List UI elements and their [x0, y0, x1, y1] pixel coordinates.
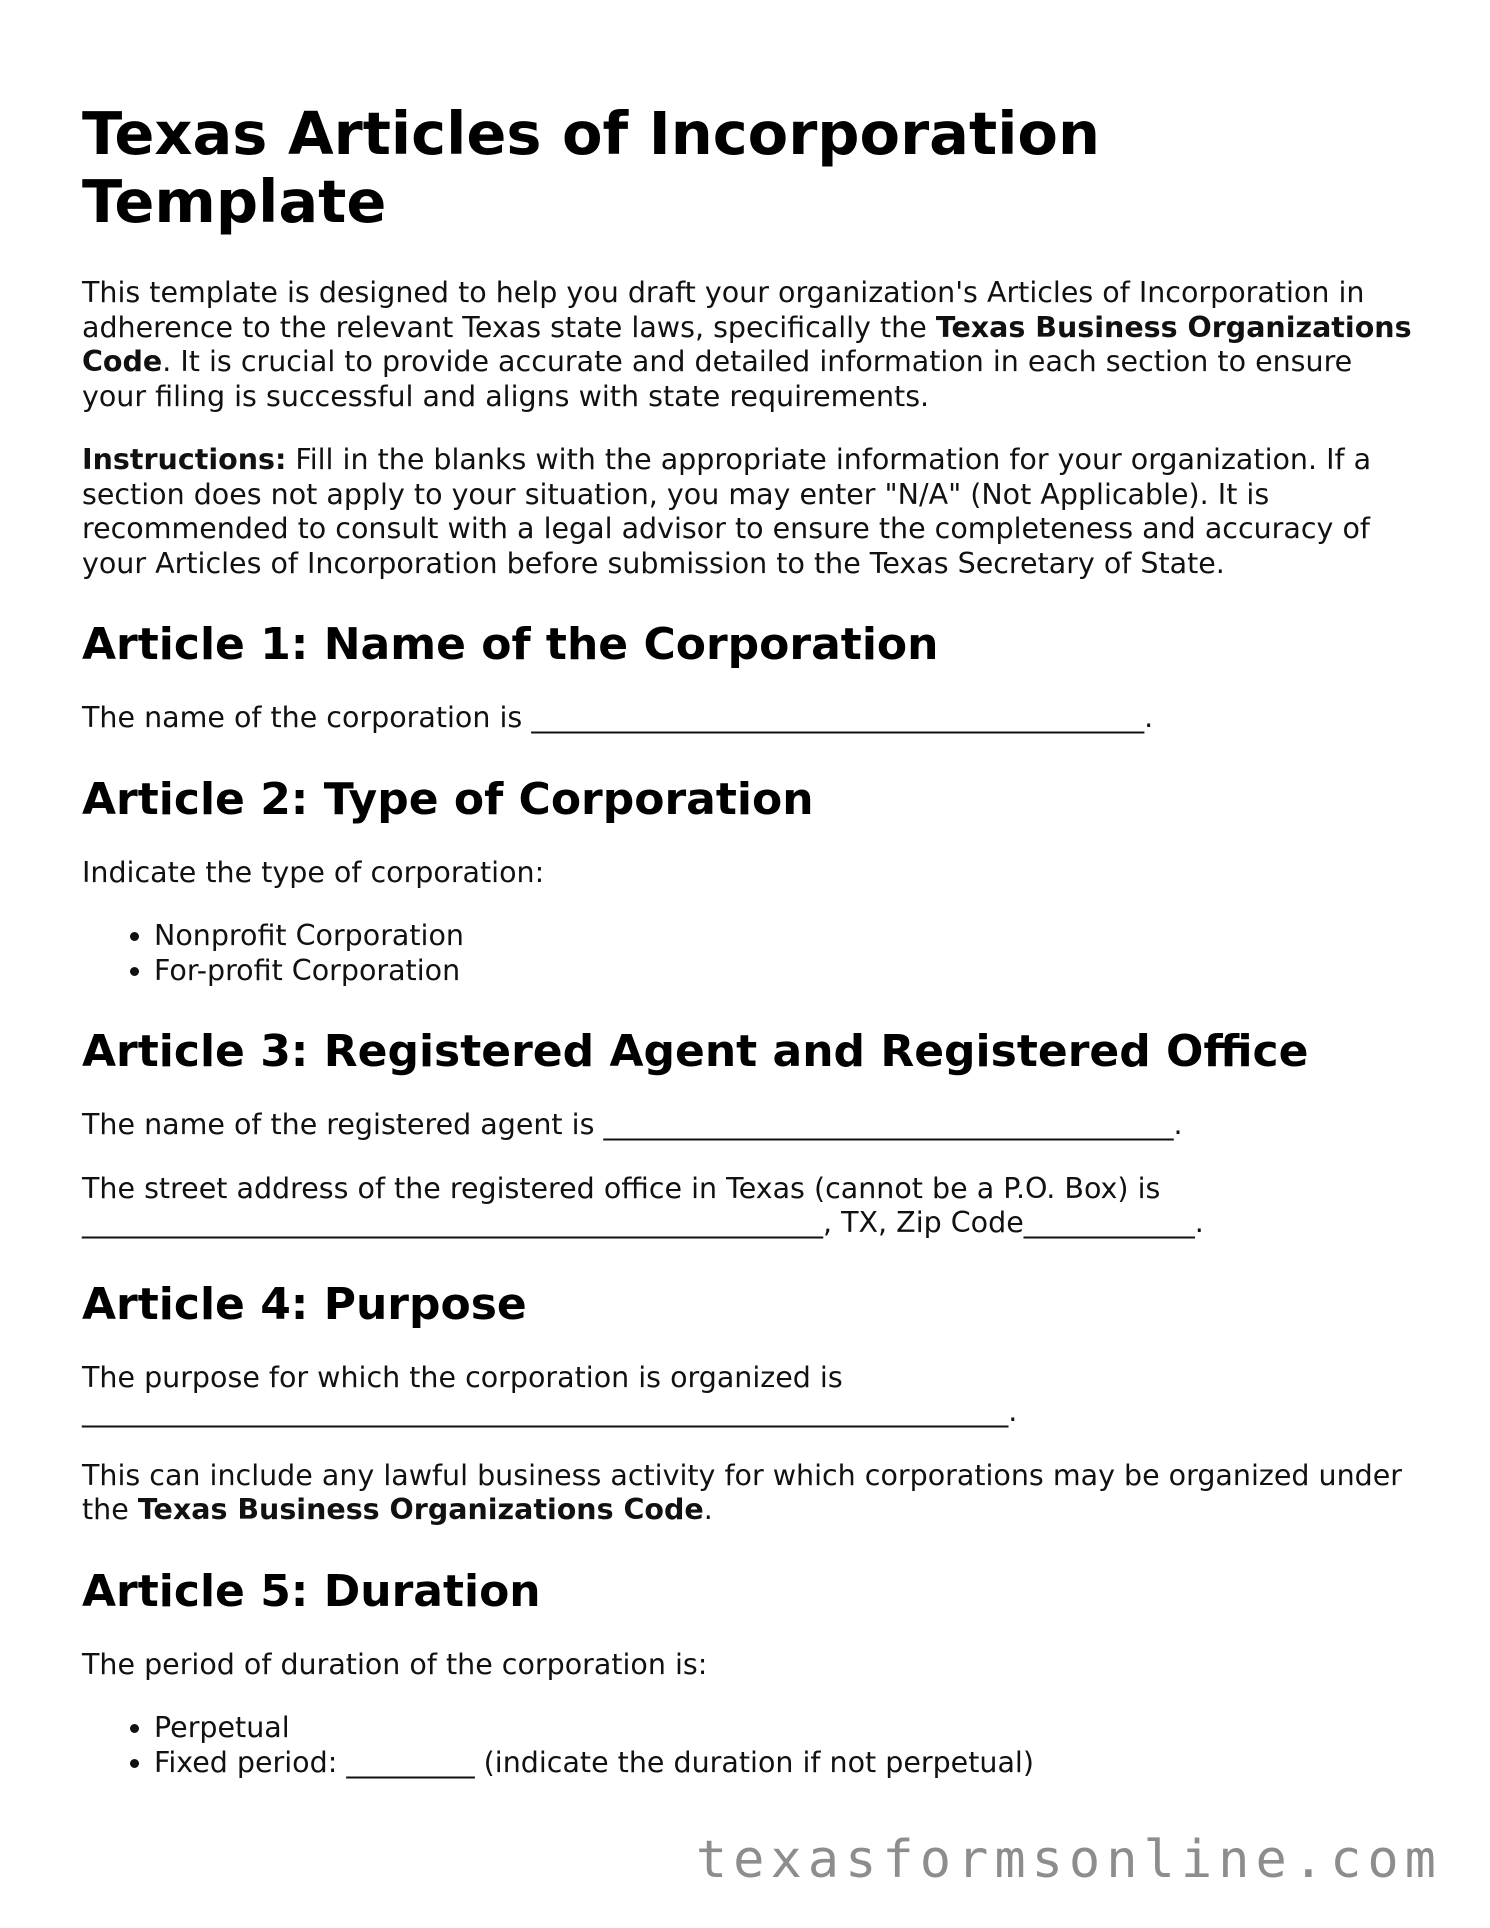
site-watermark: texasformsonline.com	[695, 1830, 1442, 1890]
corporation-type-list	[82, 919, 1422, 988]
article-1-heading: Article 1: Name of the Corporation	[82, 619, 939, 670]
list-item: • For-profit Corporation	[154, 954, 1422, 989]
article-2-heading: Article 2: Type of Corporation	[82, 773, 814, 825]
purpose-note-text-2: .	[703, 1493, 713, 1526]
article-3-heading: Article 3: Registered Agent and Registered Office	[82, 1026, 1309, 1077]
page-title: Texas Articles of Incorporation Template	[82, 99, 1100, 236]
address-prompt: The street address of the registered office in Texas (cannot be a P.O. Box) is	[82, 1171, 1161, 1205]
instructions-label: Instructions:	[82, 443, 287, 476]
registered-office-address	[82, 1172, 1422, 1241]
list-item: • Nonprofit Corporation	[154, 919, 1422, 954]
registered-agent-line: The name of the registered agent is ________________________________________.	[82, 1108, 1183, 1141]
intro-text-1: This template is designed to help you draft your organization's Articles of Incorporation in adherence to the relevant Texas state laws, specifically the	[82, 276, 1365, 344]
article-5-heading: Article 5: Duration	[82, 1565, 541, 1617]
intro-text-2: . It is crucial to provide accurate and detailed information in each section to ensure your filing is successful and aligns with state requirements.	[82, 345, 1353, 413]
duration-prompt: The period of duration of the corporation is:	[82, 1647, 708, 1681]
purpose-line	[82, 1361, 1422, 1430]
purpose-note-text-1: This can include any lawful business activity for which corporations may be organized under the	[82, 1458, 1402, 1526]
intro-paragraph	[82, 276, 1422, 414]
instructions-text: Fill in the blanks with the appropriate information for your organization. If a section does not apply to your situation, you may enter "N/A" (Not Applicable). It is recommended to consult with a legal advisor to ensure the completeness and accuracy of your Articles of Incorporation before submission to the Texas Secretary of State.	[82, 443, 1372, 580]
corporation-name-line: The name of the corporation is ___________________________________________.	[82, 701, 1154, 734]
intro-code-name: Texas Business Organizations Code	[82, 310, 1412, 378]
corporation-type-prompt: Indicate the type of corporation:	[82, 855, 545, 889]
duration-list	[82, 1711, 1422, 1780]
list-item: • Fixed period: _________ (indicate the duration if not perpetual)	[154, 1746, 1422, 1781]
address-blank: ____________________________________________________, TX, Zip Code____________.	[82, 1206, 1204, 1239]
purpose-blank: _________________________________________________________________.	[82, 1395, 1018, 1428]
list-item: • Perpetual	[154, 1711, 1422, 1746]
article-4-heading: Article 4: Purpose	[82, 1278, 527, 1330]
purpose-note	[82, 1459, 1422, 1528]
purpose-prompt: The purpose for which the corporation is organized is	[82, 1360, 843, 1394]
document-page	[82, 100, 1422, 1809]
instructions-paragraph	[82, 443, 1422, 581]
purpose-note-code-name: Texas Business Organizations Code	[137, 1493, 704, 1526]
